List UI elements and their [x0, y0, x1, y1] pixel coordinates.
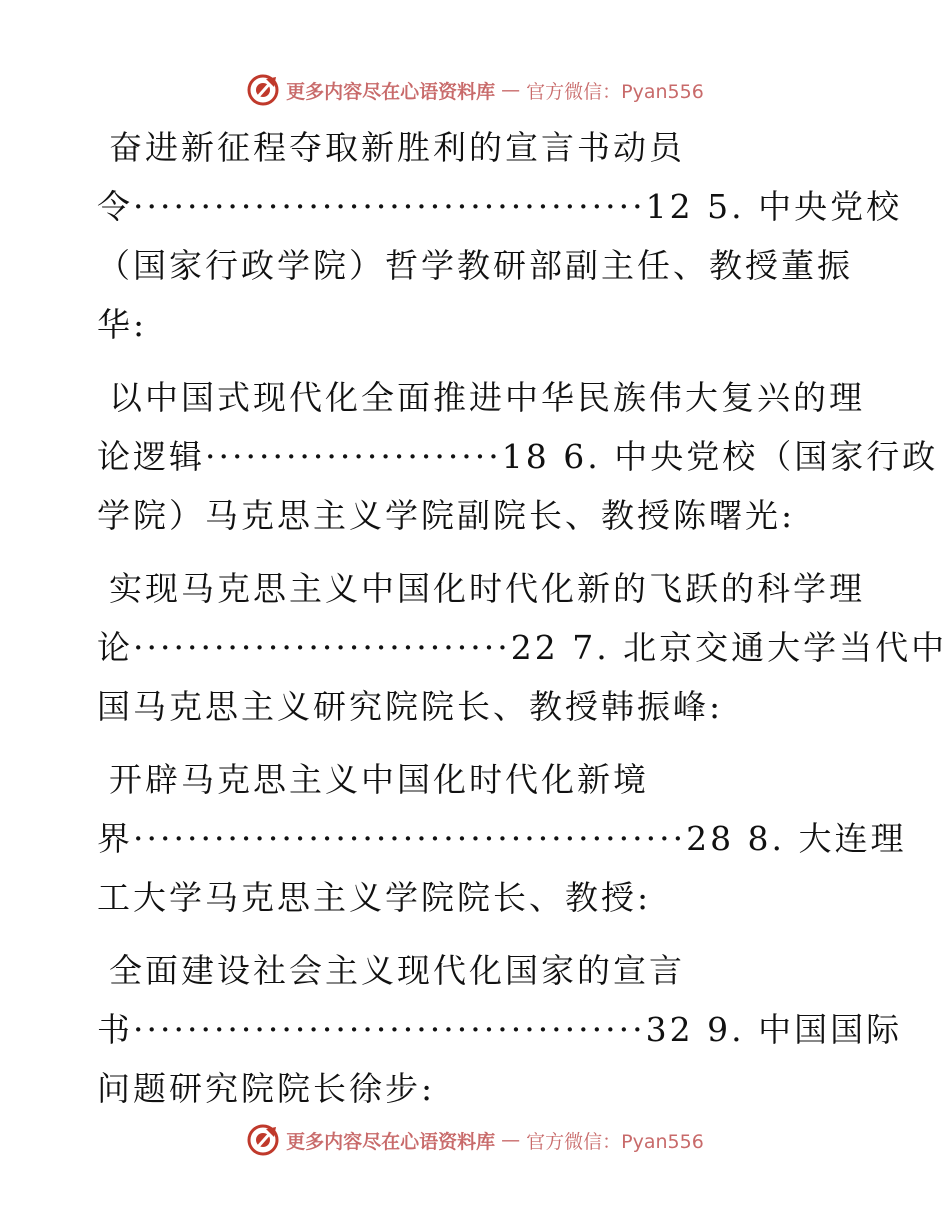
- toc-line: 论逻辑······················18 6. 中央党校（国家行政: [97, 437, 939, 476]
- toc-line: 全面建设社会主义现代化国家的宣言: [109, 951, 685, 990]
- footer-wechat-text: 官方微信：Pyan556: [526, 1130, 704, 1153]
- brand-logo-icon: [246, 73, 280, 107]
- footer-banner: [0, 1120, 950, 1160]
- toc-line: 以中国式现代化全面推进中华民族伟大复兴的理: [109, 378, 865, 417]
- header-separator: —: [501, 79, 521, 101]
- toc-line: 国马克思主义研究院院长、教授韩振峰:: [97, 687, 724, 726]
- toc-line: 华:: [97, 305, 148, 344]
- brand-logo-icon: [246, 1123, 280, 1157]
- toc-content: [97, 118, 948, 1118]
- toc-line: 奋进新征程夺取新胜利的宣言书动员: [109, 128, 685, 167]
- toc-line: 书······································32 9. 中国国际: [97, 1010, 903, 1049]
- toc-line: 界·········································28 8. 大连理: [97, 819, 907, 858]
- footer-brand-text: 更多内容尽在心语资料库: [286, 1130, 496, 1153]
- toc-line: 实现马克思主义中国化时代化新的飞跃的科学理: [109, 569, 865, 608]
- toc-line: 学院）马克思主义学院副院长、教授陈曙光:: [97, 496, 796, 535]
- toc-line: 工大学马克思主义学院院长、教授:: [97, 878, 652, 917]
- toc-line: 开辟马克思主义中国化时代化新境: [109, 760, 649, 799]
- header-banner: [0, 70, 950, 110]
- toc-line: 令······································12 5. 中央党校: [97, 187, 903, 226]
- toc-line: （国家行政学院）哲学教研部副主任、教授董振: [97, 246, 853, 285]
- footer-separator: —: [501, 1129, 521, 1151]
- toc-line: 论····························22 7. 北京交通大学当代中: [97, 628, 948, 667]
- header-brand-text: 更多内容尽在心语资料库: [286, 80, 496, 103]
- header-wechat-text: 官方微信：Pyan556: [526, 80, 704, 103]
- toc-line: 问题研究院院长徐步:: [97, 1069, 436, 1108]
